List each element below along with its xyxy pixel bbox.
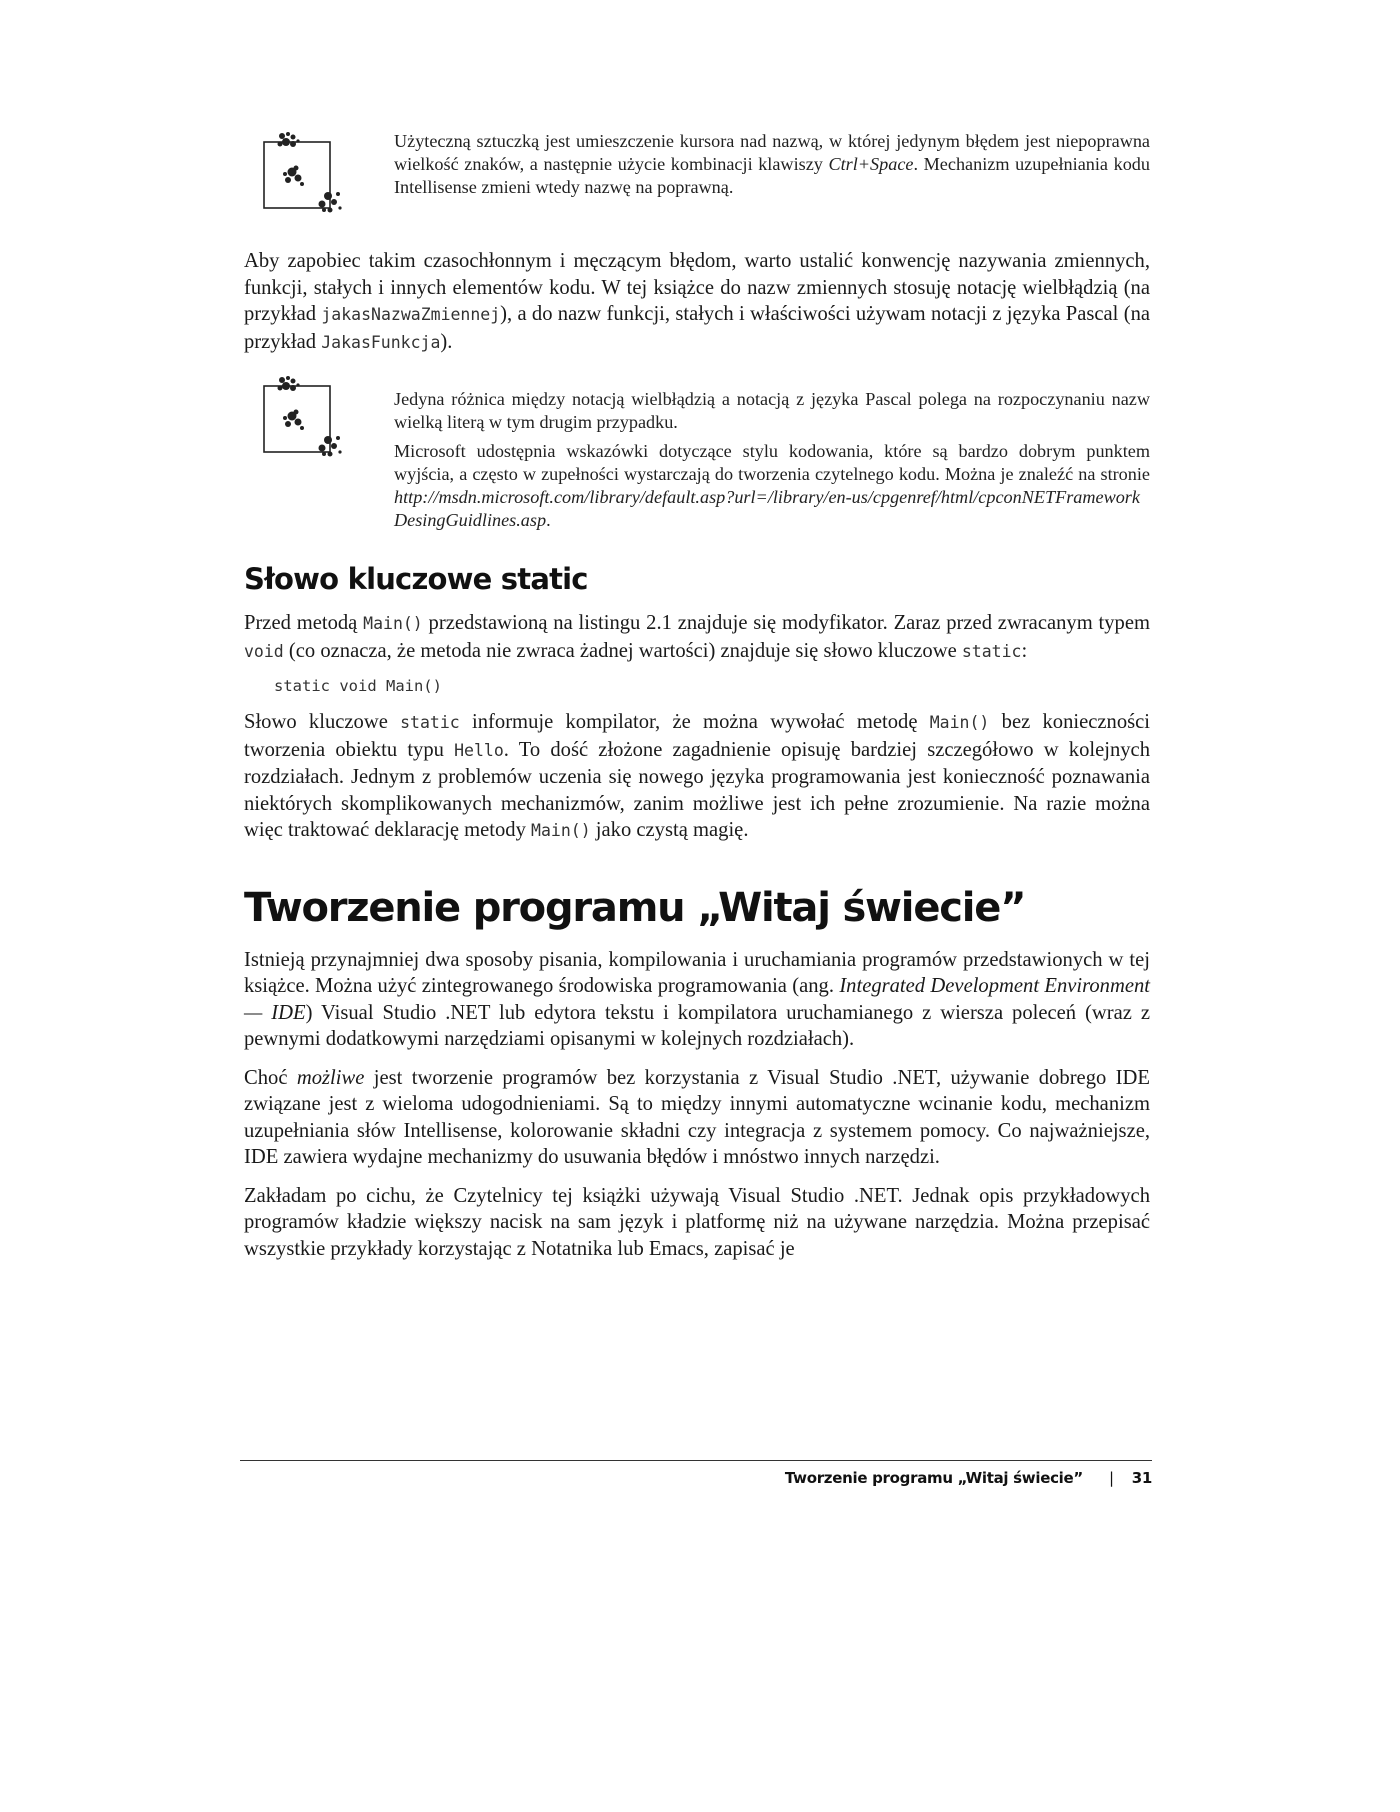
tip-note	[244, 130, 1150, 226]
url-link: http://msdn.microsoft.com/library/default.asp?url=/library/en-us/cpgenref/html/cpconNETFrameworkDesingGuidlines.asp	[394, 487, 1140, 530]
tip-paragraph: Użyteczną sztuczką jest umieszczenie kursora nad nazwą, w której jedynym błędem jest niepoprawna wielkość znaków, a następnie użycie kombinacji klawiszy Ctrl+Space. Mechanizm uzupełniania kodu Intellisense zmieni wtedy nazwę na poprawną.	[394, 131, 1150, 197]
raccoon-tip-icon	[260, 130, 344, 216]
chapter-heading: Tworzenie programu „Witaj świecie”	[244, 884, 1026, 931]
running-title: Tworzenie programu „Witaj świecie”	[784, 1469, 1083, 1487]
body-paragraph: Aby zapobiec takim czasochłonnym i męczącym błędom, warto ustalić konwencję nazywania zmiennych, funkcji, stałych i innych elementów kodu. W tej książce do nazw zmiennych stosuję notację wielbłądzią (na przykład jakasNazwaZmiennej), a do nazw funkcji, stałych i właściwości używam notacji z języka Pascal (na przykład JakasFunkcja).	[244, 250, 1151, 353]
page-number: 31	[1131, 1469, 1152, 1487]
body-paragraph: Choć możliwe jest tworzenie programów bez korzystania z Visual Studio .NET, używanie dobrego IDE związane jest z wieloma udogodnieniami. Są to między innymi automatyczne wcinanie kodu, mechanizm uzupełniania słów Intellisense, kolorowanie składni czy integracja z systemem pomocy. Co najważniejsze, IDE zawiera wydajne mechanizmy do usuwania błędów i mnóstwo innych narzędzi.	[244, 1066, 1150, 1168]
body-paragraph: Przed metodą Main() przedstawioną na listingu 2.1 znajduje się modyfikator. Zaraz przed zwracanym typem void (co oznacza, że metoda nie zwraca żadnej wartości) znajduje się słowo kluczowe static:	[244, 612, 1150, 662]
footer-text	[240, 1469, 1152, 1487]
section-heading: Słowo kluczowe static	[244, 562, 588, 596]
tip-paragraph: Microsoft udostępnia wskazówki dotyczące stylu kodowania, które są bardzo dobrym punktem wyjścia, a często w zupełności wystarczają do tworzenia czytelnego kodu. Można je znaleźć na stronie http://msdn.microsoft.com/library/default.asp?url=/library/en-us/cpgenref/html/cpconNETFrameworkDesingGuidlines.asp.	[394, 441, 1150, 530]
tip-text	[394, 374, 1150, 532]
page-footer	[240, 1460, 1152, 1487]
footer-rule	[240, 1460, 1152, 1461]
body-paragraph: Zakładam po cichu, że Czytelnicy tej książki używają Visual Studio .NET. Jednak opis przykładowych programów kładzie większy nacisk na sam język i platformę niż na używane narzędzia. Można przepisać wszystkie przykłady korzystając z Notatnika lub Emacs, zapisać je	[244, 1184, 1150, 1260]
body-paragraph: Istnieją przynajmniej dwa sposoby pisania, kompilowania i uruchamiania programów przedstawionych w tej książce. Można użyć zintegrowanego środowiska programowania (ang. Integrated Development Environment — IDE) Visual Studio .NET lub edytora tekstu i kompilatora uruchamianego z wiersza poleceń (wraz z pewnymi dodatkowymi narzędziami opisanymi w kolejnych rozdziałach).	[244, 948, 1150, 1050]
body-paragraph: Słowo kluczowe static informuje kompilator, że można wywołać metodę Main() bez konieczności tworzenia obiektu typu Hello. To dość złożone zagadnienie opisuję bardziej szczegółowo w kolejnych rozdziałach. Jednym z problemów uczenia się nowego języka programowania jest konieczność poznawania niektórych skomplikowanych mechanizmów, zanim możliwe jest ich pełne zrozumienie. Na razie można więc traktować deklarację metody Main() jako czystą magię.	[244, 711, 1151, 841]
raccoon-tip-icon	[260, 374, 344, 460]
footer-separator: |	[1108, 1469, 1114, 1487]
tip-note	[244, 374, 1150, 532]
page-content	[244, 130, 1150, 1274]
tip-paragraph: Jedyna różnica między notacją wielbłądzią a notacją z języka Pascal polega na rozpoczynaniu nazw wielką literą w tym drugim przypadku.	[394, 389, 1150, 432]
tip-text	[394, 130, 1150, 199]
code-block: static void Main()	[274, 677, 442, 695]
